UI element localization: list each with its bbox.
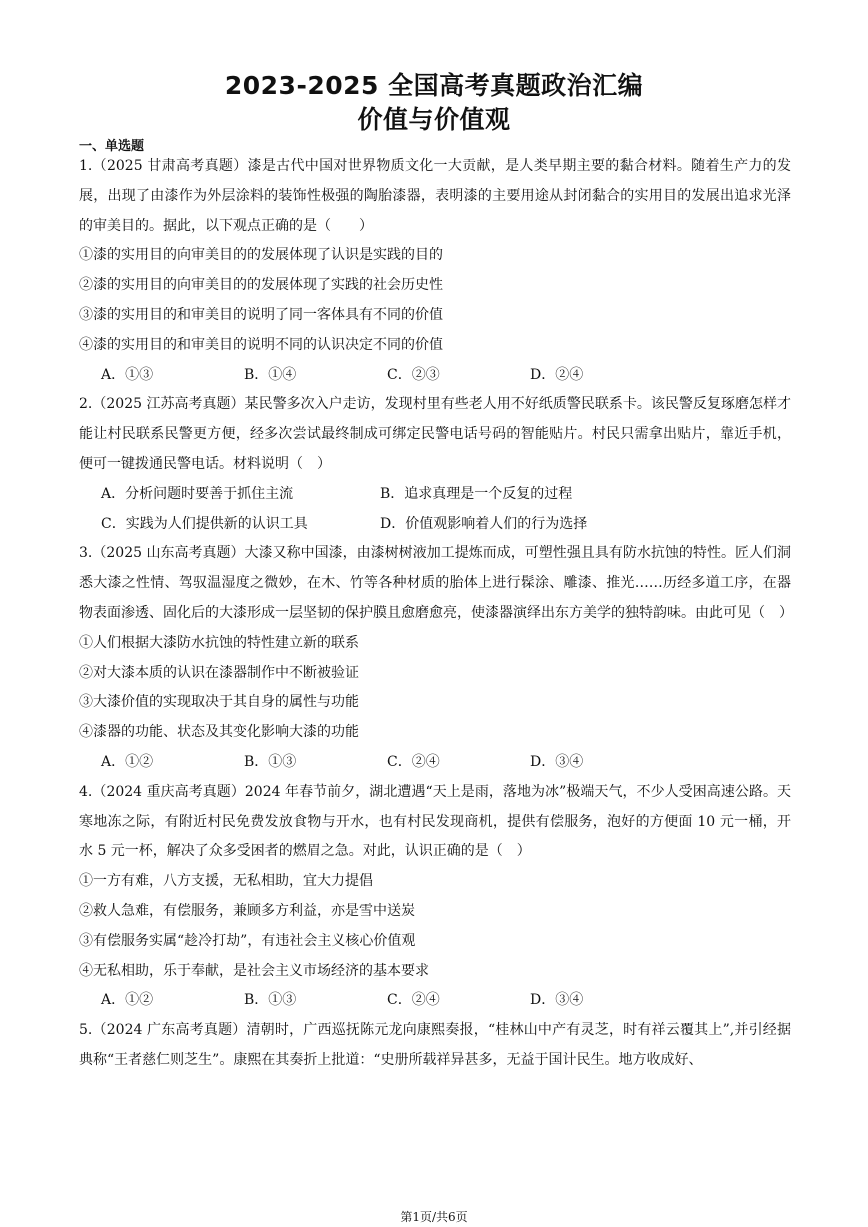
statement-item: ④无私相助，乐于奉献，是社会主义市场经济的基本要求 — [79, 962, 429, 979]
question-stem: 2.（2025 江苏高考真题）某民警多次入户走访，发现村里有些老人用不好纸质警民联系卡。该民警反复琢磨怎样才能让村民联系民警更方便，经多次尝试最终制成可绑定民警电话号码的智能贴片。村民只需拿出贴片，靠近手机，便可一键拨通民警电话。材料说明（ ） — [79, 396, 791, 472]
choice-c: C．②④ — [387, 992, 440, 1009]
choice-c: C．②④ — [387, 753, 440, 770]
choice-d: D．③④ — [530, 753, 584, 770]
statement-item: ②漆的实用目的向审美目的的发展体现了实践的社会历史性 — [79, 277, 443, 294]
statement-item: ④漆的实用目的和审美目的说明不同的认识决定不同的价值 — [79, 336, 443, 353]
statement-item: ②救人急难，有偿服务，兼顾多方利益，亦是雪中送炭 — [79, 902, 415, 919]
choice-c: C．实践为人们提供新的认识工具 — [101, 515, 308, 532]
choice-d: D．②④ — [530, 366, 584, 383]
statement-item: ①漆的实用目的向审美目的的发展体现了认识是实践的目的 — [79, 247, 443, 264]
question-5 — [79, 1016, 791, 1076]
statement-item: ③有偿服务实属“趁冷打劫”，有违社会主义核心价值观 — [79, 932, 416, 949]
answer-choices — [79, 480, 791, 540]
question-stem: 1.（2025 甘肃高考真题）漆是古代中国对世界物质文化一大贡献，是人类早期主要的黏合材料。随着生产力的发展，出现了由漆作为外层涂料的装饰性极强的陶胎漆器，表明漆的主要用途从封闭黏合的实用目的发展出追求光泽的审美目的。据此，以下观点正确的是（ ） — [79, 158, 791, 234]
question-list — [79, 152, 791, 1076]
choice-a: A．①② — [101, 992, 154, 1009]
statement-item: ①人们根据大漆防水抗蚀的特性建立新的联系 — [79, 634, 359, 651]
question-4 — [79, 778, 791, 1016]
choice-a: A．①③ — [101, 366, 154, 383]
section-heading: 一、单选题 — [79, 139, 145, 154]
question-stem: 5.（2024 广东高考真题）清朝时，广西巡抚陈元龙向康熙奏报，“桂林山中产有灵芝，时有祥云覆其上”,并引经据典称“王者慈仁则芝生”。康熙在其奏折上批道：“史册所载祥异甚多，无益于国计民生。地方收成好、 — [79, 1022, 791, 1068]
document-subtitle: 价值与价值观 — [357, 105, 511, 134]
statement-item: ③大漆价值的实现取决于其自身的属性与功能 — [79, 694, 359, 711]
document-title: 2023-2025 全国高考真题政治汇编 — [224, 71, 644, 100]
question-2 — [79, 390, 791, 539]
question-1 — [79, 152, 791, 390]
choice-a: A．①② — [101, 753, 154, 770]
statement-item: ③漆的实用目的和审美目的说明了同一客体具有不同的价值 — [79, 306, 443, 323]
answer-choices — [79, 361, 791, 391]
question-stem: 4.（2024 重庆高考真题）2024 年春节前夕，湖北遭遇“天上是雨，落地为冰”极端天气，不少人受困高速公路。天寒地冻之际，有附近村民免费发放食物与开水，也有村民发现商机，提供有偿服务，泡好的方便面 10 元一桶，开水 5 元一杯，解决了众多受困者的燃眉之急。对此，认识正确的是（ ） — [79, 783, 791, 860]
choice-b: B．①③ — [244, 992, 297, 1009]
question-stem: 3.（2025 山东高考真题）大漆又称中国漆，由漆树树液加工提炼而成，可塑性强且具有防水抗蚀的特性。匠人们洞悉大漆之性情、驾驭温湿度之微妙，在木、竹等各种材质的胎体上进行髹涂、雕漆、推光……历经多道工序，在器物表面渗透、固化后的大漆形成一层坚韧的保护膜且愈磨愈亮，使漆器演绎出东方美学的独特韵味。由此可见（ ） — [79, 545, 793, 621]
answer-choices — [79, 748, 791, 778]
answer-choices — [79, 986, 791, 1016]
choice-d: D．③④ — [530, 992, 584, 1009]
choice-d: D．价值观影响着人们的行为选择 — [380, 515, 588, 532]
choice-c: C．②③ — [387, 366, 440, 383]
question-3 — [79, 539, 791, 777]
choice-a: A．分析问题时要善于抓住主流 — [101, 485, 294, 502]
statement-item: ①一方有难，八方支援，无私相助，宜大力提倡 — [79, 873, 373, 890]
page-number: 第1页/共6页 — [400, 1210, 468, 1224]
choice-b: B．①③ — [244, 753, 297, 770]
choice-b: B．①④ — [244, 366, 297, 383]
choice-b: B．追求真理是一个反复的过程 — [380, 485, 573, 502]
statement-item: ④漆器的功能、状态及其变化影响大漆的功能 — [79, 724, 359, 741]
statement-item: ②对大漆本质的认识在漆器制作中不断被验证 — [79, 664, 359, 681]
